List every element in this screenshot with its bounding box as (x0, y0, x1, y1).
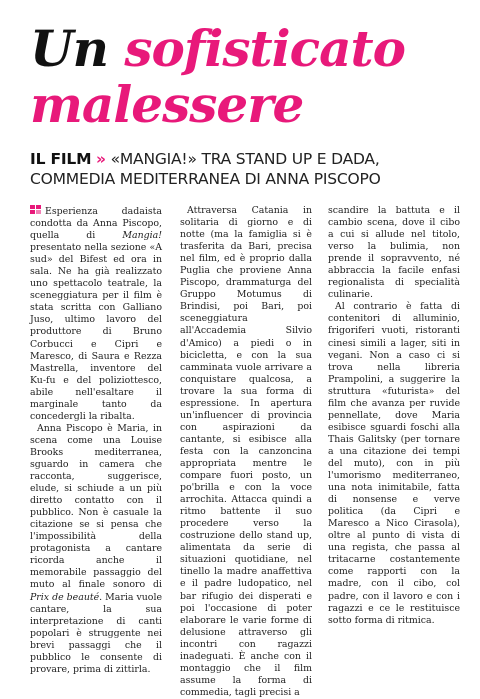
headline-word-un: Un (30, 19, 108, 78)
paragraph: Al contrario è fatta di contenitori di alluminio, frigoriferi vuoti, ristoranti cinesi simili a lager, siti in vegani. Non a caso ci si trova nella libreria Prampolini, a suggerire la struttura «futurista» del film che avanza per ruvide pennellate, dove Maria esibisce sguardi foschi alla Thais Galitsky (per tornare a una citazione dei tempi del muto), con in più l'umorismo mediterraneo, una nota inimitabile, fatta di nonsense e verve politica (da Cipri e Maresco a Nico Cirasola), oltre al punto di vista di una regista, che passa al tritacarne costantemente come rapporti con la madre, con il cibo, col padre, con il lavoro e con i ragazzi e ce le restituisce sotto forma di ritmica. (328, 301, 460, 626)
pink-squares-icon (30, 205, 43, 215)
section-label: IL FILM (30, 150, 92, 168)
section-arrow: » (96, 150, 106, 168)
paragraph: scandire la battuta e il cambio scena, dove il cibo a cui si allude nel titolo, verso la bulimia, non prende il sopravvento, né abbraccia la facile enfasi regionalista di specialità culinarie. (328, 205, 460, 301)
paragraph (30, 205, 162, 423)
text-run: Anna Piscopo è Maria, in scena come una Louise Brooks mediterranea, sguardo in camera che racconta, suggerisce, elude, si schiude a un più diretto contatto con il pubblico. Non è casuale la citazione se si pensa che l'impossibilità della protagonista a cantare ricorda anche il memorabile passaggio del muto al finale sonoro di (30, 422, 162, 591)
text-run: presentato nella sezione «A sud» del Bifest ed ora in sala. Ne ha già realizzato uno spettacolo teatrale, la sceneggiatura per il film è stata scritta con Galliano Juso, ultimo lavoro del produttore di Bruno Corbucci e Cipri e Maresco, di Saura e Rezza Mastrella, inventore del Ku-fu e del poliziottesco, abile nell'esaltare il marginale tanto da concedergli la ribalta. (30, 242, 162, 422)
subheadline-text: «MANGIA!» TRA STAND UP E DADA, COMMEDIA MEDITERRANEA DI ANNA PISCOPO (30, 150, 381, 188)
subheadline (30, 149, 460, 189)
paragraph: Attraversa Catania in solitaria di giorno e di notte (ma la famiglia si è trasferita da Bari, precisa nel film, ed è proprio dalla Puglia che proviene Anna Piscopo, drammaturga del Gruppo Motumus di Brindisi, poi Bari, poi sceneggiatura all'Accademia Silvio d'Amico) a piedi o in bicicletta, e con la sua camminata vuole arrivare a conquistare qualcosa, a trovare la sua forma di espressione. In apertura un'influencer di provincia con aspirazioni da cantante, si esibisce alla festa con la canzoncina appropriata mentre le compare fuori posto, un po'brilla e con la voce arrochita. Attacca quindi a ritmo battente il suo procedere verso la costruzione dello stand up, alimentata da serie di situazioni quotidiane, nel tinello la madre anaffettiva e il padre ludopatico, nel bar rifugio dei disperati e poi l'occasione di poter elaborare le varie forme di delusione attraverso gli incontri con ragazzi inadeguati. È anche con il montaggio che il film assume la forma di commedia, tagli precisi a (180, 205, 312, 698)
headline-line-2 (30, 75, 304, 134)
text-run: . Maria vuole cantare, la sua interpretazione di canti popolari è struggente nei brevi passaggi che il pubblico le consente di provare, prima di zittirla. (30, 591, 162, 675)
film-title: Mangia! (122, 230, 162, 242)
headline-line-1 (30, 19, 405, 78)
article-column-1 (30, 205, 162, 676)
headline-word-malessere: malessere (30, 75, 304, 134)
paragraph (30, 423, 162, 676)
film-title: Prix de beauté (30, 591, 100, 603)
article-column-3 (328, 205, 460, 627)
article-column-2 (180, 205, 312, 699)
text-run: Esperienza dadaista condotta da Anna Piscopo, quella di (30, 206, 162, 242)
headline-word-sofisticato: sofisticato (124, 19, 405, 78)
